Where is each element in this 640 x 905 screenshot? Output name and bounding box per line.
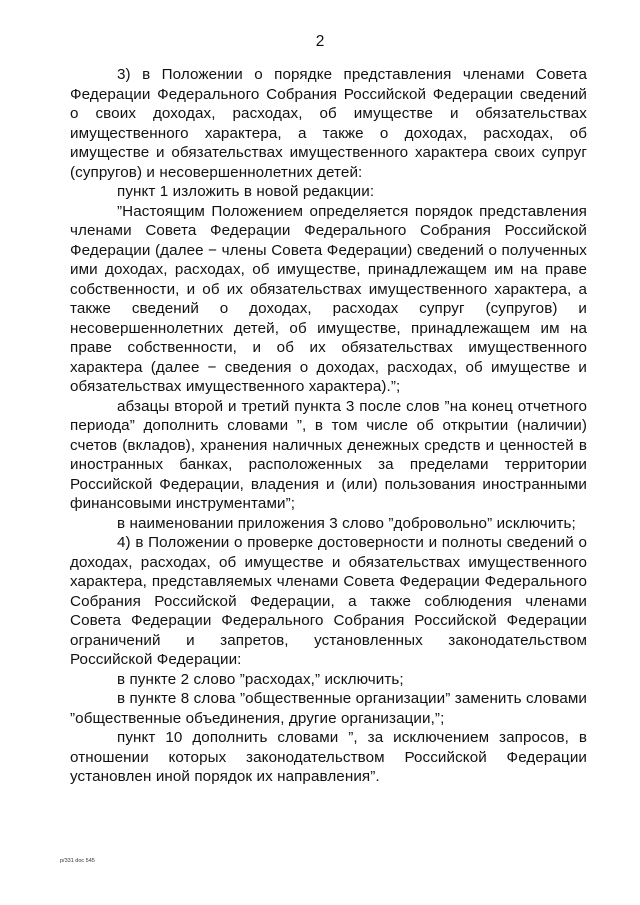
- paragraph-item-4: 4) в Положении о проверке достоверности и полноты сведений о доходах, расходах, об имуществе и обязательствах имущественного характера, представляемых членами Совета Федерации Федерального Собрания Российской Федерации, а также соблюдения членами Совета Федерации Федерального Собрания Российской Федерации ограничений и запретов, установленных законодательством Российской Федерации:: [70, 534, 587, 668]
- paragraph-point-1-intro: пункт 1 изложить в новой редакции:: [117, 183, 375, 200]
- paragraph-item-3: 3) в Положении о порядке представления членами Совета Федерации Федерального Собрания Российской Федерации сведений о своих доходах, расходах, об имуществе и обязательствах имущественного характера, а также о доходах, расходах, об имуществе и обязательствах имущественного характера своих супруг (супругов) и несовершеннолетних детей:: [70, 66, 587, 181]
- paragraph-point-8: в пункте 8 слова ”общественные организации” заменить словами ”общественные объединения, другие организации,”;: [70, 690, 587, 727]
- paragraph-appendix-3: в наименовании приложения 3 слово ”добровольно” исключить;: [117, 514, 576, 532]
- paragraph-point-10: пункт 10 дополнить словами ”, за исключением запросов, в отношении которых законодательством Российской Федерации установлен иной порядок их направления”.: [70, 729, 587, 785]
- paragraph-point-3-amendment: абзацы второй и третий пункта 3 после слов ”на конец отчетного периода” дополнить словами ”, в том числе об открытии (наличии) счетов (вкладов), хранения наличных денежных средств и ценностей в иностранных банках, расположенных за пределами территории Российской Федерации, владения и (или) пользования иностранными финансовыми инструментами”;: [70, 397, 587, 512]
- paragraph-point-2: в пункте 2 слово ”расходах,” исключить;: [117, 670, 404, 688]
- document-code: р/331 doc 545: [60, 858, 95, 864]
- paragraph-point-1-text: ”Настоящим Положением определяется порядок представления членами Совета Федерации Федерального Собрания Российской Федерации (далее − члены Совета Федерации) сведений о полученных ими доходах, расходах, об имуществе, принадлежащем им на праве собственности, и об их обязательствах имущественного характера, а также сведений о доходах, расходах супруг (супругов) и несовершеннолетних детей, об имуществе, принадлежащем им на праве собственности, и об их обязательствах имущественного характера (далее − сведения о доходах, расходах, об имуществе и обязательствах имущественного характера).”;: [70, 202, 587, 395]
- page-number: 2: [315, 33, 325, 50]
- document-body: [70, 65, 587, 787]
